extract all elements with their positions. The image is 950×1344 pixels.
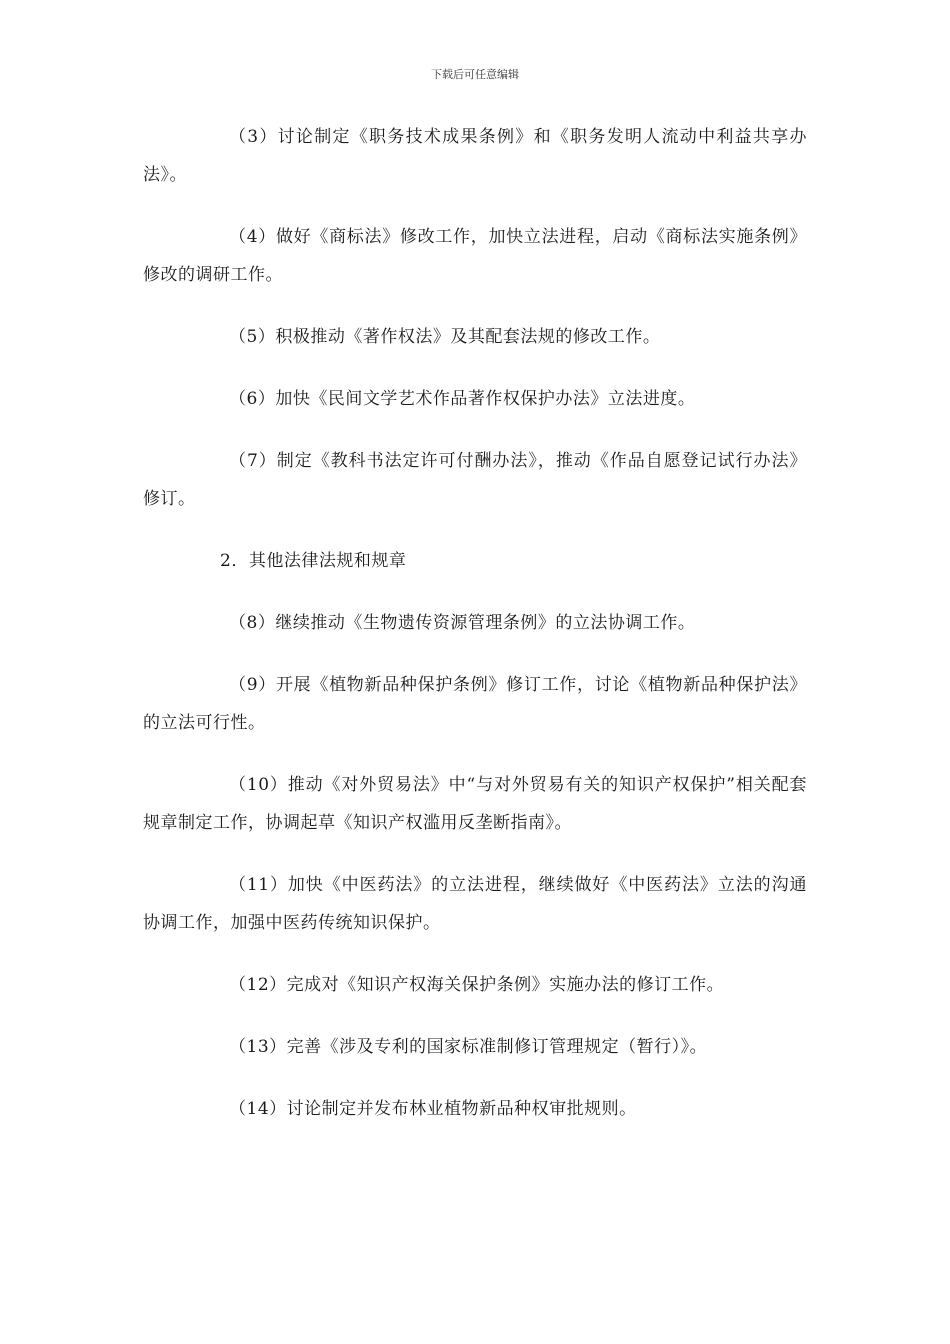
- paragraph-item-7: （7）制定《教科书法定许可付酬办法》，推动《作品自愿登记试行办法》修订。: [143, 451, 807, 509]
- paragraph-item-8: （8）继续推动《生物遗传资源管理条例》的立法协调工作。: [229, 613, 696, 633]
- paragraph-item-4: （4）做好《商标法》修改工作，加快立法进程，启动《商标法实施条例》修改的调研工作。: [143, 227, 807, 285]
- paragraph-item-14: （14）讨论制定并发布林业植物新品种权审批规则。: [229, 1099, 637, 1119]
- page-header-note: 下载后可任意编辑: [431, 68, 519, 81]
- paragraph-item-13: （13）完善《涉及专利的国家标准制修订管理规定（暂行）》。: [229, 1037, 708, 1057]
- section-heading-other-laws: 2．其他法律法规和规章: [220, 551, 407, 571]
- paragraph-item-3: （3）讨论制定《职务技术成果条例》和《职务发明人流动中利益共享办法》。: [143, 127, 807, 185]
- paragraph-item-12: （12）完成对《知识产权海关保护条例》实施办法的修订工作。: [229, 975, 725, 995]
- document-body: [143, 118, 807, 1152]
- paragraph-item-5: （5）积极推动《著作权法》及其配套法规的修改工作。: [229, 327, 661, 347]
- paragraph-item-10: （10）推动《对外贸易法》中“与对外贸易有关的知识产权保护”相关配套规章制定工作，协调起草《知识产权滥用反垄断指南》。: [143, 775, 807, 833]
- paragraph-item-9: （9）开展《植物新品种保护条例》修订工作，讨论《植物新品种保护法》的立法可行性。: [143, 675, 807, 733]
- paragraph-item-11: （11）加快《中医药法》的立法进程，继续做好《中医药法》立法的沟通协调工作，加强中医药传统知识保护。: [143, 875, 807, 933]
- paragraph-item-6: （6）加快《民间文学艺术作品著作权保护办法》立法进度。: [229, 389, 696, 409]
